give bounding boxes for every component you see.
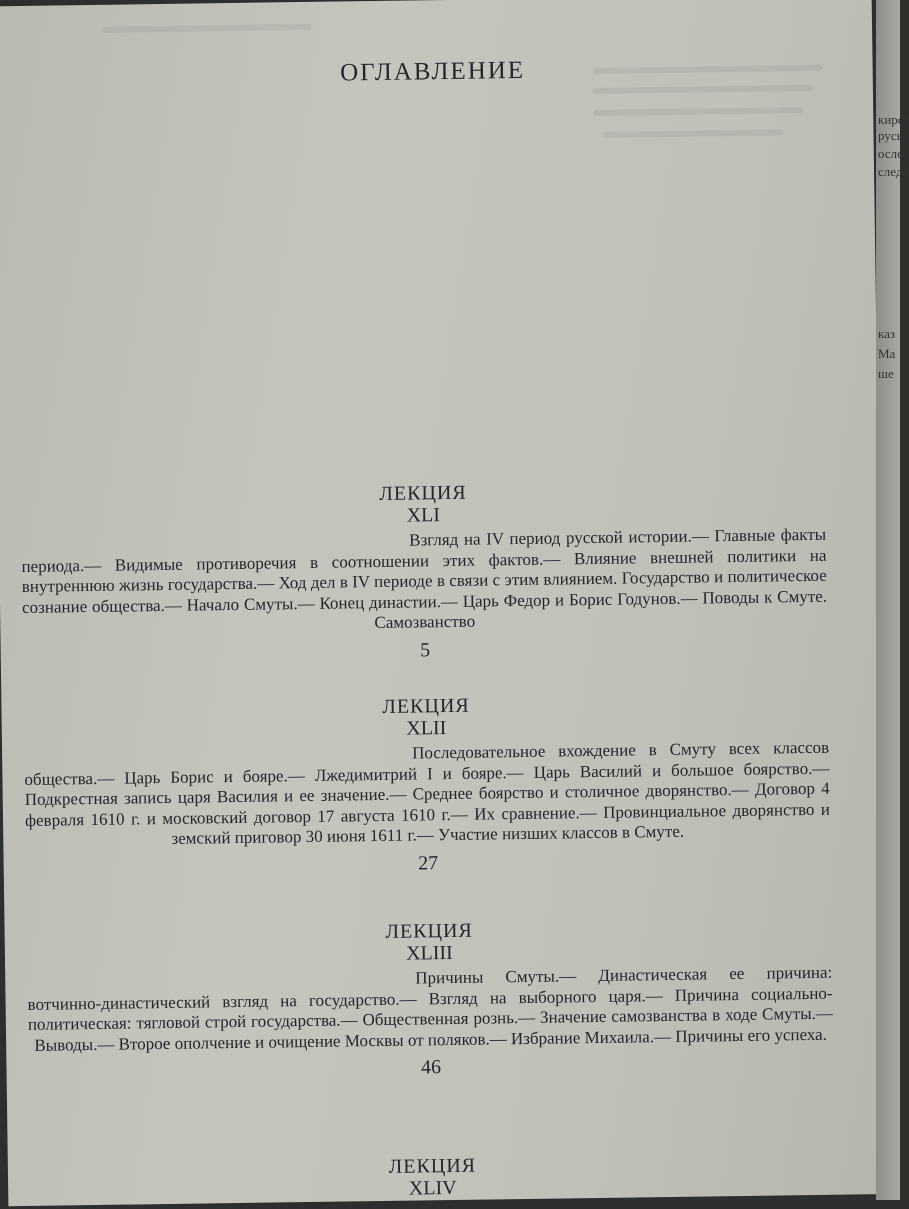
lecture-number: XLIII: [405, 941, 453, 965]
adjacent-page-edge: [876, 0, 909, 1200]
show-through-text: [603, 129, 783, 138]
adjacent-page-fragment: ше: [878, 366, 894, 381]
adjacent-page-fragment: Ма: [878, 346, 896, 361]
adjacent-page-fragment: кирст: [878, 112, 909, 127]
lecture-page-number: 5: [420, 638, 431, 661]
adjacent-page-fragment: русь: [878, 128, 903, 143]
lecture-heading: ЛЕКЦИЯ: [385, 919, 473, 943]
lecture-entry: [23, 690, 830, 881]
lecture-heading: ЛЕКЦИЯ: [388, 1154, 477, 1178]
show-through-text: [593, 85, 813, 94]
lecture-number: XLIV: [408, 1176, 457, 1200]
adjacent-page-fragment: следе: [878, 164, 909, 179]
lecture-summary: Последовательное вхождение в Смуту всех классов общества.— Царь Борис и бояре.— Лжедимитрий I и бояре.— Царь Василий и большое боярство.— Подкрестная запись царя Василия и ее значение.— Среднее боярство и столичное дворянство.— Договор 4 февраля 1610 г. и московский договор 17 августа 1610 г.— Их сравнение.— Провинциальное дворянство и земский приговор 30 июня 1611 г.— Участие низших классов в Смуте.: [24, 737, 831, 848]
lecture-heading: ЛЕКЦИЯ: [382, 694, 470, 718]
lecture-summary: Причины Смуты.— Династическая ее причина: вотчинно-династический взгляд на государство.— Взгляд на выборного царя.— Причина социально-политическая: тягловой строй государства.— Общественная рознь.— Значение самозванства в ходе Смуты.— Выводы.— Второе ополчение и очищение Москвы от поляков.— Избрание Михаила.— Причины его успеха.: [27, 962, 833, 1055]
lecture-number: XLII: [406, 717, 447, 740]
lecture-entry: [27, 915, 834, 1085]
show-through-text: [102, 24, 312, 33]
show-through-text: [593, 107, 803, 116]
lecture-entry: [30, 1150, 836, 1209]
adjacent-page-fragment: каз: [878, 326, 896, 341]
lecture-page-number: 46: [420, 1056, 442, 1079]
adjacent-page-fragment: осле: [878, 146, 903, 161]
lecture-page-number: 27: [418, 851, 439, 874]
lecture-summary: Взгляд на IV период русской истории.— Главные факты периода.— Видимые противоречия в соотношении этих фактов.— Влияние внешней политики на внутреннюю жизнь государства.— Ход дел в IV периоде в связи с этим влиянием. Государство и политическое сознание общества.— Начало Смуты.— Конец династии.— Царь Федор и Борис Годунов.— Поводы к Смуте. Самозванство: [21, 524, 828, 633]
lecture-number: XLI: [406, 504, 441, 527]
lecture-entry: [20, 477, 827, 668]
lecture-heading: ЛЕКЦИЯ: [379, 481, 467, 505]
toc-title: ОГЛАВЛЕНИЕ: [339, 56, 526, 87]
